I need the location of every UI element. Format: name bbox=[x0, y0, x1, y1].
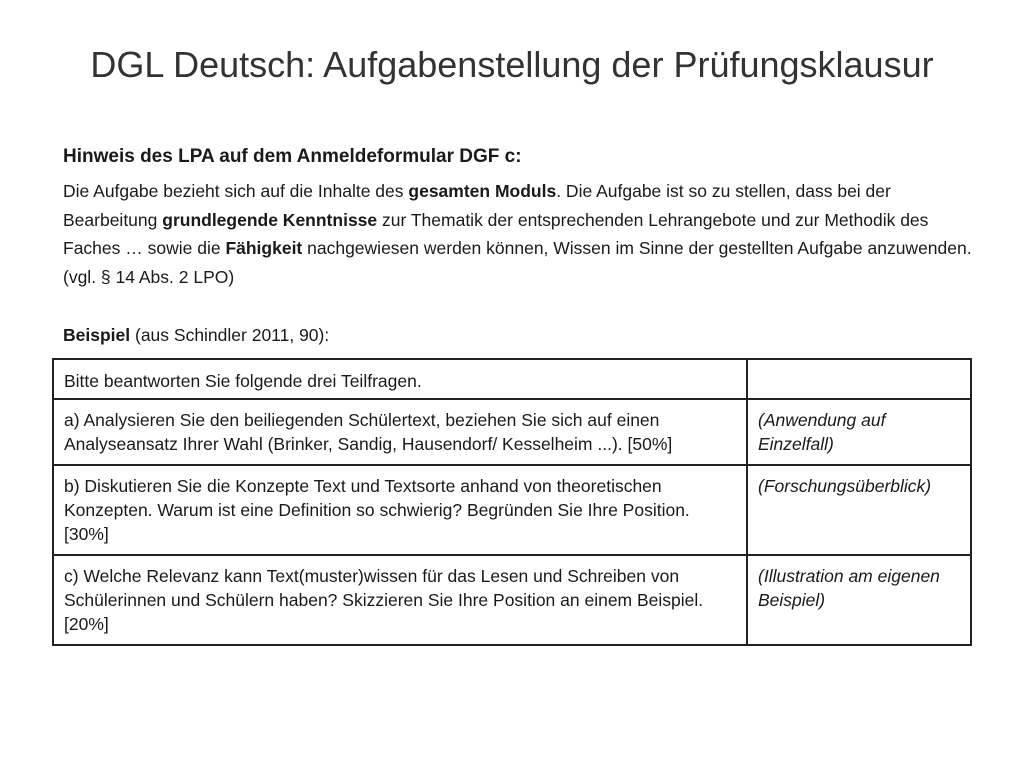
hinweis-heading: Hinweis des LPA auf dem Anmeldeformular DGF c: bbox=[63, 146, 522, 167]
beispiel-source: (aus Schindler 2011, 90): bbox=[130, 325, 330, 345]
hinweis-emphasis: Fähigkeit bbox=[225, 238, 303, 258]
task-question: a) Analysieren Sie den beiliegenden Schülertext, beziehen Sie sich auf einen Analyseansatz Ihrer Wahl (Brinker, Sandig, Hausendorf/ Kesselheim ...). [50%] bbox=[53, 399, 747, 465]
table-row bbox=[53, 399, 971, 465]
beispiel-bold-label: Beispiel bbox=[63, 325, 131, 345]
hinweis-paragraph bbox=[63, 177, 973, 291]
hinweis-text-segment: Die Aufgabe bezieht sich auf die Inhalte des bbox=[63, 181, 409, 201]
hinweis-emphasis: grundlegende Kenntnisse bbox=[162, 209, 378, 230]
task-note: (Forschungsüberblick) bbox=[747, 465, 971, 555]
table-row bbox=[53, 465, 971, 555]
hinweis-text-segment: . Die Aufgabe ist so zu stellen, dass bei der Bearbeitung bbox=[63, 181, 891, 230]
task-note bbox=[747, 359, 971, 399]
table-row bbox=[53, 555, 971, 645]
hinweis-text-segment: nachgewiesen werden können, Wissen im Sinne der gestellten Aufgabe anzuwenden. (vgl. § 14 Abs. 2 LPO) bbox=[63, 238, 972, 287]
task-note: (Illustration am eigenen Beispiel) bbox=[747, 555, 971, 645]
task-question: b) Diskutieren Sie die Konzepte Text und Textsorte anhand von theoretischen Konzepten. Warum ist eine Definition so schwierig? Begründen Sie Ihre Position. [30%] bbox=[53, 465, 747, 555]
task-note: (Anwendung auf Einzelfall) bbox=[747, 399, 971, 465]
hinweis-emphasis: gesamten Moduls bbox=[408, 181, 557, 201]
task-question: Bitte beantworten Sie folgende drei Teilfragen. bbox=[53, 359, 747, 399]
slide-title: DGL Deutsch: Aufgabenstellung der Prüfungsklausur bbox=[90, 44, 934, 85]
task-question: c) Welche Relevanz kann Text(muster)wissen für das Lesen und Schreiben von Schülerinnen und Schülern haben? Skizzieren Sie Ihre Position an einem Beispiel. [20%] bbox=[53, 555, 747, 645]
table-row bbox=[53, 359, 971, 399]
hinweis-text-segment: zur Thematik der entsprechenden Lehrangebote und zur Methodik des Faches … sowie die bbox=[63, 209, 929, 258]
task-table bbox=[52, 358, 972, 646]
beispiel-label bbox=[63, 325, 329, 346]
